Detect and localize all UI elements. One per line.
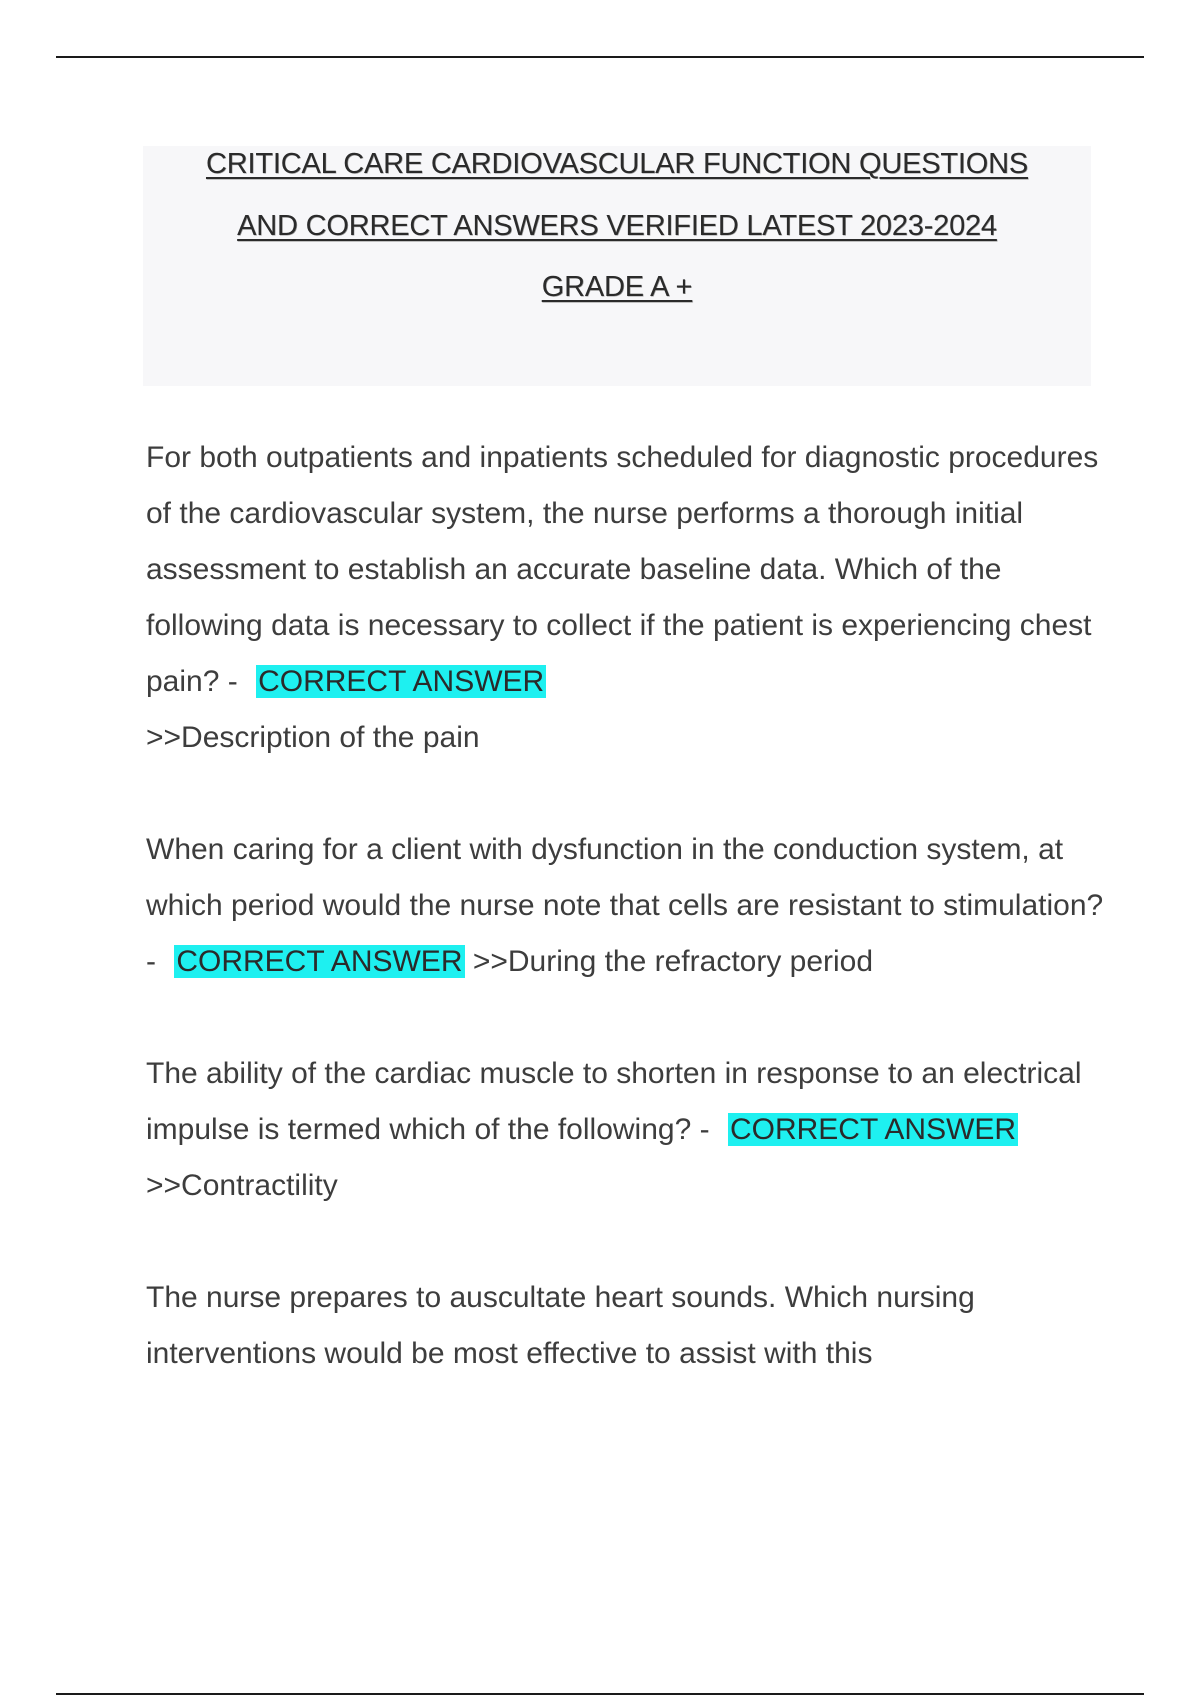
title-line-1: CRITICAL CARE CARDIOVASCULAR FUNCTION QUESTIONS <box>205 148 1029 180</box>
question-item <box>146 430 1106 766</box>
title-line-2: AND CORRECT ANSWERS VERIFIED LATEST 2023-2024 <box>237 210 997 242</box>
correct-answer-label: CORRECT ANSWER <box>258 665 545 698</box>
answer-text: >>During the refractory period <box>472 945 874 978</box>
title-line-3: GRADE A + <box>541 271 693 303</box>
question-text: For both outpatients and inpatients scheduled for diagnostic procedures of the cardiovascular system, the nurse performs a thorough initial assessment to establish an accurate baseline data. Which of the following data is necessary to collect if the patient is experiencing chest pain? - <box>146 441 1099 698</box>
answer-text: >>Contractility <box>146 1169 338 1202</box>
top-rule <box>56 56 1144 58</box>
answer-text: >>Description of the pain <box>146 721 480 754</box>
question-text: The nurse prepares to auscultate heart sounds. Which nursing interventions would be most effective to assist with this <box>146 1281 975 1370</box>
correct-answer-label: CORRECT ANSWER <box>176 945 463 978</box>
question-item <box>146 822 1106 990</box>
question-text: The ability of the cardiac muscle to shorten in response to an electrical impulse is termed which of the following? - <box>146 1057 1082 1146</box>
question-item <box>146 1270 1106 1382</box>
question-item <box>146 1046 1106 1214</box>
title-block <box>143 146 1091 386</box>
question-text: When caring for a client with dysfunction in the conduction system, at which period would the nurse note that cells are resistant to stimulation? - <box>146 833 1104 978</box>
questions-list <box>146 430 1106 1438</box>
bottom-rule <box>56 1693 1144 1695</box>
correct-answer-label: CORRECT ANSWER <box>729 1113 1017 1146</box>
